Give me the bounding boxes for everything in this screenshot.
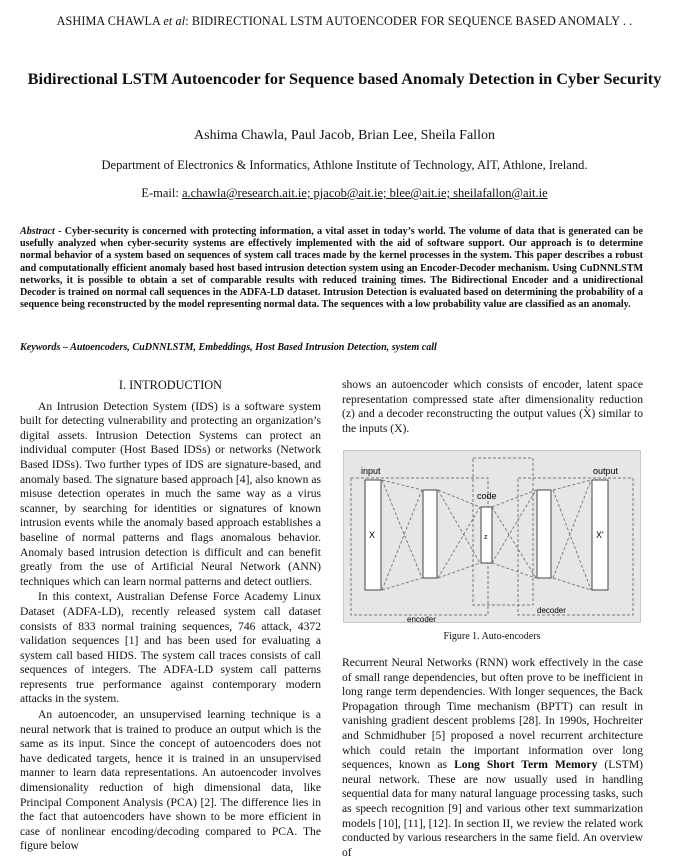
lstm-term: Long Short Term Memory bbox=[454, 758, 598, 772]
paper-title: Bidirectional LSTM Autoencoder for Sequence based Anomaly Detection in Cyber Security bbox=[27, 69, 662, 88]
intro-paragraph-2: In this context, Australian Defense Force Academy Linux Dataset (ADFA-LD), recently released system call dataset consists of 833 normal training sequences, 746 attack, 4372 validation sequences [1] and has been used for evaluating a system call based HIDS. The system call traces consists of call sequences of integers. The ADFA-LD system call patterns represents true performance against contemporary modern attacks in the system. bbox=[20, 590, 321, 706]
autoencoder-diagram bbox=[343, 450, 641, 623]
section-heading: I. INTRODUCTION bbox=[118, 378, 223, 392]
rnn-paragraph-end: (LSTM) neural network. These are now usually used in handling sequential data for many natural language processing tasks, such as speech recognition [9] and various other text summarization models [10], [11], [12]. In section II, we review the related work conducted by various researchers in the same field. An overview of bbox=[342, 758, 643, 859]
left-column bbox=[20, 378, 321, 855]
figure-label-output: output bbox=[593, 466, 619, 476]
email-addresses[interactable]: a.chawla@research.ait.ie; pjacob@ait.ie; blee@ait.ie; sheilafallon@ait.ie bbox=[181, 186, 548, 200]
figure-label-code: code bbox=[477, 491, 497, 501]
figure-label-decoder: decoder bbox=[537, 606, 566, 615]
right-column-top bbox=[342, 378, 643, 437]
intro-paragraph-1: An Intrusion Detection System (IDS) is a software system built for detecting vulnerability and protecting an organization’s digital assets. Intrusion Detection Systems can protect an individual computer (Host Based IDSs) or networks (Network Based IDSs). Two further types of IDS are signature-based, and anomaly based. The signature based approach [4], also known as misuse detection operates in much the same way as a virus scanner, by searching for identities or signatures of known intrusion events while the anomaly based approach establishes a baseline of normal patterns and flags anomalous behavior. Anomaly based intrusion detection is difficult and can benefit greatly from the use of Artificial Neural Network (ANN) techniques which can learn normal patterns and detect outliers. bbox=[20, 399, 321, 588]
autoencoder-figure bbox=[343, 450, 641, 623]
abstract bbox=[20, 226, 643, 311]
affiliation: Department of Electronics & Informatics, Athlone Institute of Technology, AIT, Athlone, Ireland. bbox=[101, 158, 588, 172]
decoder-hidden-layer bbox=[537, 490, 551, 578]
running-head-prefix: ASHIMA CHAWLA bbox=[56, 14, 164, 28]
figure-label-xprime: X' bbox=[596, 530, 604, 540]
rnn-paragraph-start: Recurrent Neural Networks (RNN) work effectively in the case of small range dependencies, but often prove to be inefficient in long range term dependencies. With longer sequences, the Back Propagation through Time mechanism (BPTT) can result in vanishing gradient descent problems [28]. In 1990s, Hochreiter and Schmidhuber [5] proposed a novel recurrent architecture which could retain the important information over long sequences, known as bbox=[342, 656, 643, 772]
keywords: Keywords – Autoencoders, CuDNNLSTM, Embeddings, Host Based Intrusion Detection, system call bbox=[20, 342, 437, 353]
intro-paragraph-4: shows an autoencoder which consists of encoder, latent space representation compressed state after dimensionality reduction (z) and a decoder reconstructing the output values (X̀) similar to the inputs (X). bbox=[342, 378, 643, 435]
figure-caption: Figure 1. Auto-encoders bbox=[443, 631, 541, 642]
figure-label-z: z bbox=[484, 534, 488, 541]
abstract-text: - Cyber-security is concerned with protecting information, a vital asset in today’s world. The volume of data that is generated can be usefully analyzed when cyber-security systems are effectively implemented with the aid of software support. Our approach is to determine normal behavior of a system based on sequences of system call traces made by the kernel processes in the system. This paper describes a robust and computationally efficient anomaly based host based intrusion detection system using an Encoder-Decoder mechanism. Using CuDNNLSTM networks, it is possible to obtain a set of comparable results with reduced training times. The Bidirectional Encoder and a unidirectional Decoder is trained on normal call sequences in the ADFA-LD dataset. Intrusion Detection is evaluated based on determining the probability of a sequence being reconstructed by the model representing normal data. The sequences with a low probability value are classified as an anomaly. bbox=[20, 226, 643, 311]
email-line bbox=[0, 186, 689, 201]
running-head-suffix: : BIDIRECTIONAL LSTM AUTOENCODER FOR SEQUENCE BASED ANOMALY . . bbox=[185, 14, 633, 28]
intro-paragraph-3: An autoencoder, an unsupervised learning technique is a neural network that is trained to produce an output which is the same as its input. Since the concept of autoencoders does not have dedicated targets, hence it is trained in an unsupervised manner to learn data representations. An autoencoder involves dimensionality reduction of high dimensional data, like Principal Component Analysis (PCA) [2]. The difference lies in the fact that autoencoders have shown to be more efficient in case of nonlinear encoding/decoding compared to PCA. The figure below bbox=[20, 708, 321, 853]
email-label: E-mail: bbox=[141, 186, 182, 200]
running-head-etal: et al bbox=[163, 14, 186, 28]
encoder-hidden-layer bbox=[423, 490, 437, 578]
figure-label-input: input bbox=[361, 466, 381, 476]
figure-label-encoder: encoder bbox=[407, 615, 436, 623]
figure-label-x: X bbox=[369, 530, 376, 540]
abstract-label: Abstract bbox=[20, 226, 55, 237]
running-head bbox=[0, 14, 689, 29]
author-list: Ashima Chawla, Paul Jacob, Brian Lee, Sheila Fallon bbox=[194, 128, 495, 143]
right-column-bottom bbox=[342, 656, 643, 860]
